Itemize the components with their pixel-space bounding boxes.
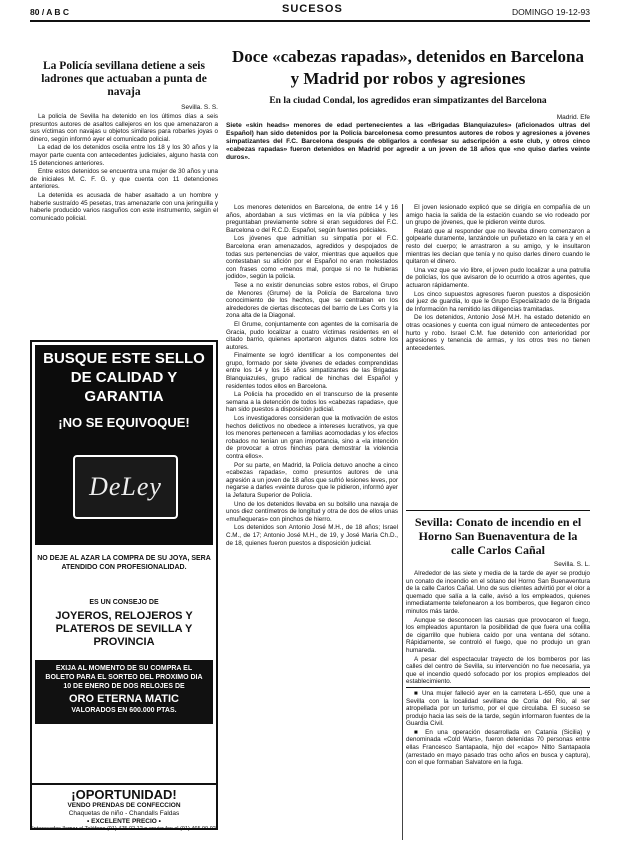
article-paragraph: El Grume, conjuntamente con agentes de la comisaría de Gracia, pudo localizar a cuatro víctimas residentes en el citado barrio, quienes aportaron algunos datos sobre los autores. — [226, 320, 398, 351]
article-paragraph: Los cinco supuestos agresores fueron puestos a disposición del juez de guardia, lo que le Grupo Especializado de la Brigada de Información ha remitido las diligencias tramitadas. — [406, 290, 590, 313]
news-brief: ■ En una operación desarrollada en Catania (Sicilia) y denominada «Cold Wars», fueron detenidas 70 personas entre ellas Francesco Santapaola, hijo del «capo» Nitto Santapaola (arrestado en mayo pasado tras ocho años en busca y captura), con el que formaban Salvatore en la fuga. — [406, 728, 590, 767]
seal-logo-text: DeLey — [89, 472, 162, 501]
article-paragraph: El joven lesionado explicó que se dirigía en compañía de un amigo hacia la salida de la estación cuando se vio rodeado por un grupo de jóvenes, que le pidieron veinte duros. — [406, 204, 590, 227]
article-paragraph: Finalmente se logró identificar a los componentes del grupo, formado por siete jóvenes de edades comprendidas entre los 14 y los 16 años simpatizantes de las Brigadas Blanquiazules, grupo radical de hinchas del Español y residentes todos ellos en Barcelona. — [226, 352, 398, 390]
article-column-1 — [226, 204, 398, 844]
brief-paragraph: Entre estos detenidos se encuentra una mujer de 30 años y una de iniciales M. C. F. G. y que cuenta con 11 detenciones anteriores. — [30, 168, 218, 191]
brief-paragraph: La detenida es acusada de haber asaltado a un hombre y haberle sustraído 45 pesetas, tras amenazarle con una jeringuilla y haberle producido varios rasguños con este instrumento, según el comunicado policial. — [30, 191, 218, 222]
fire-paragraph: Alrededor de las siete y media de la tarde de ayer se produjo un conato de incendio en el sótano del Horno San Buenaventura de la calle Carlos Cañal. Uno de sus clientes advirtió por el olor a quemado que salía a la calle, avisó a los empleados, quienes inmediatamente telefonearon a los bomberos, que llegaron cinco minutos más tarde. — [406, 570, 590, 615]
article-paragraph: Uno de los detenidos llevaba en su bolsillo una navaja de unos diez centímetros de longitud y otra de dos de ellos unas «muñequeras» con pinchos de hierro. — [226, 500, 398, 523]
page-header — [30, 2, 590, 20]
oportunidad-line3: • EXCELENTE PRECIO • — [87, 818, 161, 825]
news-brief: ■ Una mujer falleció ayer en la carretera L-650, que une a Sevilla con la localidad sevillana de Coria del Río, al ser atropellada por un turismo, por el que circulaba. El suceso se produjo hacia las seis de la tarde, según informaron fuentes de la Guardia Civil. — [406, 687, 590, 728]
brief-article — [30, 60, 218, 336]
article-dateline: Madrid. Efe — [556, 114, 590, 121]
article-paragraph: Tese a no existir denuncias sobre estos robos, el Grupo de Menores (Grume) de la Policía de Barcelona tuvo conocimiento de los hechos, que se centraban en los alrededores de ciertas discotecas del barrio de Les Corts y la zona alta de la Diagonal. — [226, 281, 398, 320]
article-lead: Siete «skin heads» menores de edad pertenecientes a las «Brigadas Blanquiazules» (aficionados ultras del Español) han sido detenidos por la Policía barcelonesa como presuntos autores de robos y agresiones a jóvenes simpatizantes del F.C. Barcelona después de obligarlos a confesar su adscripción a este club, y otros cinco «cabezas rapadas» fueron detenidos en Madrid por agredir a un joven de 18 años que «no quiso darles veinte duros». — [226, 122, 590, 161]
page-label: 80 / A B C — [30, 7, 70, 17]
oportunidad-ad — [30, 783, 218, 835]
article-paragraph: Por su parte, en Madrid, la Policía detuvo anoche a cinco «cabezas rapadas», como presuntos autores de una agresión a un joven de 18 años que sufrió lesiones leves, por negarse a darles «veinte duros» que le pidieron, informó ayer la Jefatura Superior de Policía. — [226, 461, 398, 499]
ad-consejo-intro: ES UN CONSEJO DE — [89, 599, 159, 606]
ad-headline: BUSQUE ESTE SELLO DE CALIDAD Y GARANTIA — [43, 350, 205, 405]
fire-article — [406, 510, 590, 838]
ad-slogan: ¡NO SE EQUIVOQUE! — [58, 415, 190, 430]
article-subtitle: En la ciudad Condal, los agredidos eran simpatizantes del Barcelona — [269, 96, 547, 106]
article-paragraph: Los investigadores consideran que la motivación de estos hechos delictivos no obedece a intereses lucrativos, ya que los menores pertenecen a familias acomodadas y los efectos robados no tenían un gran importancia, sino a «la intención de provocar a otros hinchas para demostrar la violencia contra ellos». — [226, 415, 398, 460]
ad-headline-block — [35, 345, 213, 545]
fire-article-dateline: Sevilla. S. L. — [553, 561, 590, 568]
brief-paragraph: La edad de los detenidos oscila entre los 18 y los 30 años y la mayor parte cuenta con antecedentes judiciales, alguno hasta con 15 detenciones anteriores. — [30, 144, 218, 167]
article-paragraph: Relató que al responder que no llevaba dinero comenzaron a golpearle duramente, lanzándole un puñetazo en la cara y en el resto del cuerpo; le arrastraron a su amigo, y le insultaron mientras les decían que tenía y no quiso darles dinero cuando le quitaron el dinero. — [406, 227, 590, 266]
oportunidad-title: ¡OPORTUNIDAD! — [71, 787, 177, 802]
fire-article-title: Sevilla: Conato de incendio en el Horno San Buenaventura de la calle Carlos Cañal — [414, 515, 582, 557]
oportunidad-line2: Chaquetas de niño - Chandalls Faldas — [68, 810, 180, 817]
quality-seal-logo — [73, 455, 178, 519]
ad-warning: NO DEJE AL AZAR LA COMPRA DE SU JOYA, SERA ATENDIDO CON PROFESIONALIDAD. — [37, 555, 211, 571]
brief-title: La Policía sevillana detiene a seis ladrones que actuaban a punta de navaja — [41, 60, 207, 98]
header-rule — [30, 20, 590, 22]
ad-consejo: JOYEROS, RELOJEROS Y PLATEROS DE SEVILLA Y PROVINCIA — [55, 610, 193, 648]
article-paragraph: Los detenidos son Antonio José M.H., de 18 años; Israel C.M., de 17; Antonio José M.H., de 19, y José María Ch.D., de 18, quienes fueron puestos a disposición judicial. — [226, 524, 398, 547]
article-paragraph: De los detenidos, Antonio José M.H. ha estado detenido en otras ocasiones y cuenta con igual número de antecedentes por hurto y robo. Israel C.M. fue detenido con anterioridad por agresiones y tenencia de armas, y los otros tres no tienen antecedentes. — [406, 314, 590, 352]
article-column-2 — [406, 204, 590, 504]
ad-brand: ORO ETERNA MATIC — [69, 693, 179, 705]
fire-article-body — [406, 570, 590, 838]
jewelry-advertisement — [30, 340, 218, 830]
issue-date: DOMINGO 19-12-93 — [512, 7, 590, 17]
article-paragraph: Los jóvenes que admitían su simpatía por el F.C. Barcelona eran amenazados, agredidos y despojados de todas sus pertenencias de valor, mientras que aquellos que contestaban su afición por el Español no eran molestados con frases como «menos mal, porque si no te hubieras jodido», según la policía. — [226, 235, 398, 281]
ad-valor: VALORADOS EN 600.000 PTAS. — [71, 707, 177, 714]
brief-dateline: Sevilla. S. S. — [181, 104, 218, 111]
oportunidad-line1: VENDO PRENDAS DE CONFECCION — [67, 802, 181, 809]
fire-paragraph: Aunque se desconocen las causas que provocaron el fuego, los empleados apuntaron la posibilidad de que fuera una colilla de cigarrillo que hubiera caído por una ventana del sótano. Rápidamente, se controló el fuego, que no produjo un gran humareda. — [406, 616, 590, 654]
section-name: SUCESOS — [282, 3, 343, 15]
ad-sorteo-block — [35, 660, 213, 724]
oportunidad-contact: Interesados llamar al Teléfono (91) 475 02 12 o enviar fax al (91) 465 99 92 — [32, 826, 216, 832]
article-paragraph: Una vez que se vio libre, el joven pudo localizar a una patrulla de policías, los que avisaron de lo ocurrido a otros agentes, que actuaron rápidamente. — [406, 266, 590, 289]
brief-paragraph: La policía de Sevilla ha detenido en los últimos días a seis presuntos autores de asaltos callejeros en los que amenazaron a sus víctimas con navajas u objetos similares para robarles joyas o dinero, según informó ayer el comunicado policial. — [30, 113, 218, 143]
ad-sorteo: EXIJA AL MOMENTO DE SU COMPRA EL BOLETO PARA EL SORTEO DEL PROXIMO DIA 10 DE ENERO DE DOS RELOJES DE — [45, 665, 203, 690]
article-paragraph: Los menores detenidos en Barcelona, de entre 14 y 16 años, abordaban a sus víctimas en la vía pública y les preguntaban previamente sobre si eran seguidores del F.C. Barcelona o del R.C.D. Español, según fuentes policiales. — [226, 204, 398, 234]
fire-paragraph: A pesar del espectacular trayecto de los bomberos por las calles del centro de Sevilla, su intervención no fue necesaria, ya que el incendio quedó sofocado por los propios empleados del establecimiento. — [406, 655, 590, 686]
column-divider — [402, 204, 403, 840]
article-title: Doce «cabezas rapadas», detenidos en Barcelona y Madrid por robos y agresiones — [232, 47, 584, 88]
article-paragraph: La Policía ha procedido en el transcurso de la presente semana a la detención de todos los «cabezas rapadas», que han sido puestos a disposición judicial. — [226, 391, 398, 414]
